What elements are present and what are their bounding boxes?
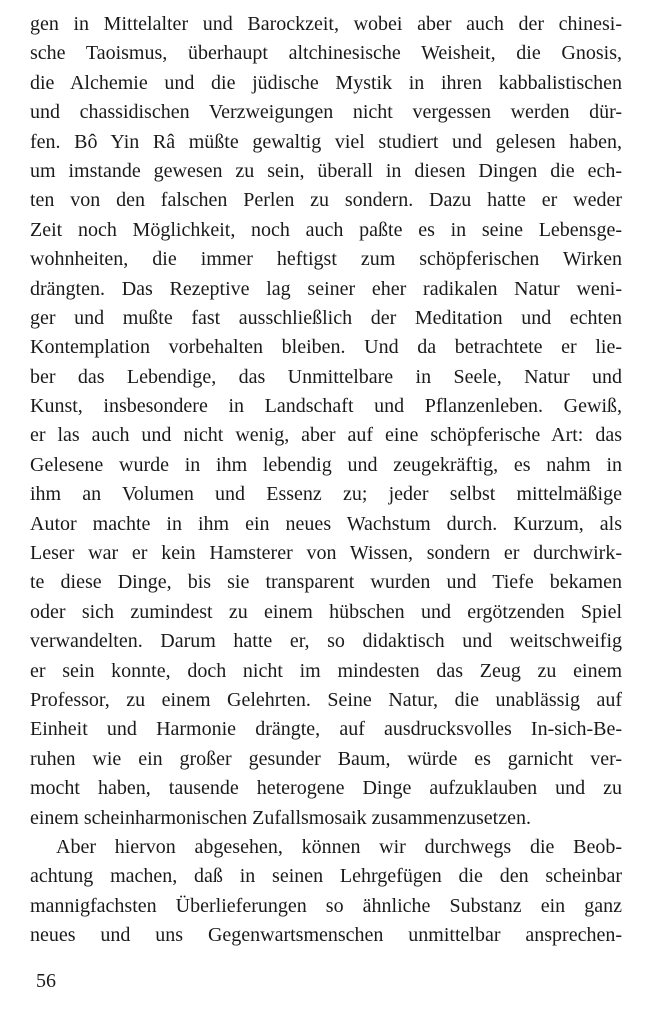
text-line: Kontemplation vorbehalten bleiben. Und da betrachtete er lie- (30, 336, 622, 359)
text-line: Einheit und Harmonie drängte, auf ausdrucksvolles In-sich-Be- (30, 718, 622, 741)
text-line: die Alchemie und die jüdische Mystik in ihren kabbalistischen (30, 71, 622, 94)
text-line: er sein konnte, doch nicht im mindesten das Zeug zu einem (30, 659, 622, 682)
text-line: ber das Lebendige, das Unmittelbare in Seele, Natur und (30, 365, 622, 388)
text-line: wohnheiten, die immer heftigst zum schöpferischen Wirken (30, 248, 622, 271)
text-line: gen in Mittelalter und Barockzeit, wobei aber auch der chinesi- (30, 13, 622, 35)
text-line: te diese Dinge, bis sie transparent wurden und Tiefe bekamen (30, 571, 622, 594)
text-line: Autor machte in ihm ein neues Wachstum durch. Kurzum, als (30, 512, 622, 535)
text-line: Kunst, insbesondere in Landschaft und Pflanzenleben. Gewiß, (30, 395, 622, 418)
paragraph-1 (30, 10, 622, 833)
text-line: ihm an Volumen und Essenz zu; jeder selbst mittelmäßige (30, 483, 622, 506)
text-line: achtung machen, daß in seinen Lehrgefügen die den scheinbar (30, 865, 622, 888)
text-line: ten von den falschen Perlen zu sondern. Dazu hatte er weder (30, 189, 622, 212)
text-line: mocht haben, tausende heterogene Dinge aufzuklauben und zu (30, 777, 622, 800)
text-line: drängten. Das Rezeptive lag seiner eher radikalen Natur weni- (30, 277, 622, 300)
text-line: sche Taoismus, überhaupt altchinesische Weisheit, die Gnosis, (30, 42, 622, 65)
text-line: er las auch und nicht wenig, aber auf eine schöpferische Art: das (30, 424, 622, 447)
text-line: und chassidischen Verzweigungen nicht vergessen werden dür- (30, 101, 622, 124)
text-line: neues und uns Gegenwartsmenschen unmittelbar ansprechen- (30, 924, 622, 947)
text-line: Zeit noch Möglichkeit, noch auch paßte es in seine Lebensge- (30, 218, 622, 241)
text-line: verwandelten. Darum hatte er, so didaktisch und weitschweifig (30, 630, 622, 653)
page-number: 56 (36, 970, 56, 992)
text-line: ger und mußte fast ausschließlich der Meditation und echten (30, 306, 622, 329)
text-line: Leser war er kein Hamsterer von Wissen, sondern er durchwirk- (30, 542, 622, 565)
text-line: oder sich zumindest zu einem hübschen und ergötzenden Spiel (30, 600, 622, 623)
paragraph-2 (30, 833, 622, 951)
text-line: ruhen wie ein großer gesunder Baum, würde es garnicht ver- (30, 747, 622, 770)
text-line: Gelesene wurde in ihm lebendig und zeugekräftig, es nahm in (30, 453, 622, 476)
text-line: um imstande gewesen zu sein, überall in diesen Dingen die ech- (30, 159, 622, 182)
text-line: einem scheinharmonischen Zufallsmosaik zusammenzusetzen. (30, 806, 531, 829)
page-body (30, 10, 622, 951)
text-line: Professor, zu einem Gelehrten. Seine Natur, die unablässig auf (30, 688, 622, 711)
text-line: fen. Bô Yin Râ müßte gewaltig viel studiert und gelesen haben, (30, 130, 622, 153)
text-line: Aber hiervon abgesehen, können wir durchwegs die Beob- (56, 835, 622, 858)
text-line: mannigfachsten Überlieferungen so ähnliche Substanz ein ganz (30, 894, 622, 917)
